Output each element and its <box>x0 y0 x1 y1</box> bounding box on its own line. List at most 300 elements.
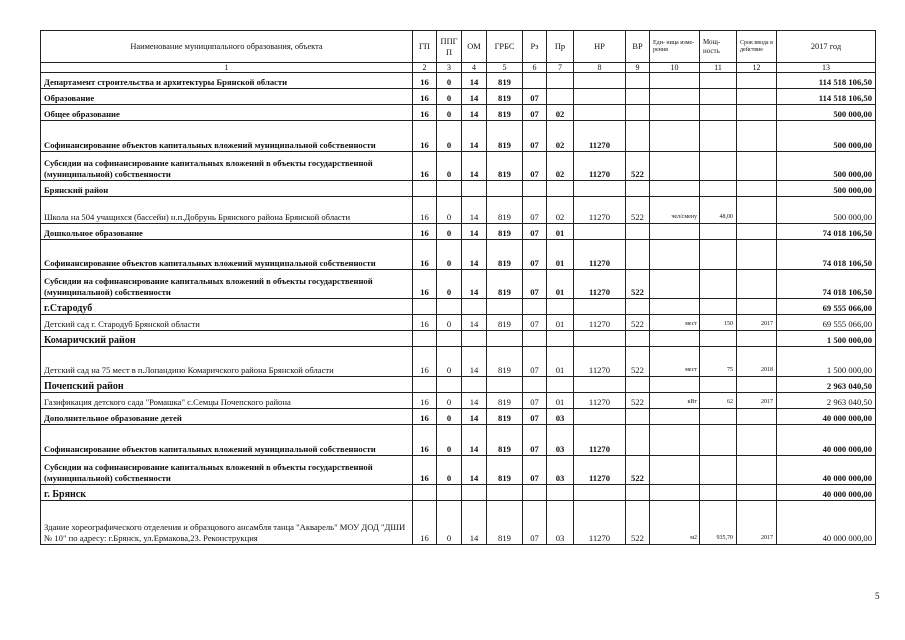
cell-unit <box>650 299 700 315</box>
cell-rz: 07 <box>523 224 547 240</box>
column-number: 12 <box>737 63 777 73</box>
cell-pr <box>547 89 574 105</box>
cell-rz <box>523 299 547 315</box>
cell-om: 14 <box>462 197 487 224</box>
cell-pr <box>547 181 574 197</box>
cell-vr <box>626 224 650 240</box>
cell-name: Дошкольное образование <box>41 224 413 240</box>
cell-gp: 16 <box>413 73 437 89</box>
cell-power <box>700 181 737 197</box>
cell-grbs: 819 <box>487 197 523 224</box>
header-vr: ВР <box>626 31 650 63</box>
cell-gp: 16 <box>413 347 437 377</box>
cell-name: Почепский район <box>41 377 413 393</box>
cell-power <box>700 485 737 501</box>
cell-grbs: 819 <box>487 105 523 121</box>
column-number-row <box>41 63 876 73</box>
cell-ppgp <box>437 181 462 197</box>
cell-nr: 11270 <box>574 197 626 224</box>
cell-rz: 07 <box>523 315 547 331</box>
cell-term <box>737 409 777 425</box>
cell-term: 2018 <box>737 347 777 377</box>
cell-rz: 07 <box>523 197 547 224</box>
cell-name: Субсидии на софинансирование капитальных вложений в объекты государственной (муниципальной) собственности <box>41 270 413 299</box>
cell-amount: 1 500 000,00 <box>777 331 876 347</box>
cell-gp: 16 <box>413 501 437 545</box>
cell-pr: 03 <box>547 425 574 456</box>
cell-gp: 16 <box>413 152 437 181</box>
cell-power <box>700 409 737 425</box>
cell-nr: 11270 <box>574 393 626 409</box>
cell-term <box>737 121 777 152</box>
cell-unit: мест <box>650 315 700 331</box>
cell-nr <box>574 485 626 501</box>
cell-amount: 500 000,00 <box>777 105 876 121</box>
cell-power <box>700 299 737 315</box>
table-row <box>41 377 876 393</box>
cell-unit <box>650 485 700 501</box>
table-row <box>41 425 876 456</box>
cell-gp <box>413 377 437 393</box>
cell-vr <box>626 105 650 121</box>
cell-grbs: 819 <box>487 89 523 105</box>
cell-power <box>700 89 737 105</box>
cell-power <box>700 73 737 89</box>
cell-om: 14 <box>462 240 487 270</box>
cell-gp: 16 <box>413 197 437 224</box>
cell-om: 14 <box>462 89 487 105</box>
cell-ppgp <box>437 377 462 393</box>
cell-unit: кВт <box>650 393 700 409</box>
table-row <box>41 270 876 299</box>
cell-power <box>700 331 737 347</box>
column-number: 7 <box>547 63 574 73</box>
cell-grbs <box>487 485 523 501</box>
cell-power <box>700 240 737 270</box>
budget-table <box>40 30 876 545</box>
cell-pr <box>547 331 574 347</box>
cell-term <box>737 73 777 89</box>
cell-rz: 07 <box>523 456 547 485</box>
cell-rz: 07 <box>523 409 547 425</box>
cell-vr: 522 <box>626 270 650 299</box>
cell-rz: 07 <box>523 240 547 270</box>
cell-pr: 03 <box>547 409 574 425</box>
cell-ppgp: 0 <box>437 270 462 299</box>
table-row <box>41 501 876 545</box>
table-row <box>41 393 876 409</box>
cell-unit <box>650 105 700 121</box>
table-row <box>41 299 876 315</box>
table-row <box>41 240 876 270</box>
cell-grbs: 819 <box>487 425 523 456</box>
cell-gp: 16 <box>413 315 437 331</box>
cell-name: Субсидии на софинансирование капитальных вложений в объекты государственной (муниципальной) собственности <box>41 152 413 181</box>
cell-rz: 07 <box>523 152 547 181</box>
cell-amount: 74 018 106,50 <box>777 270 876 299</box>
cell-vr <box>626 73 650 89</box>
cell-rz: 07 <box>523 425 547 456</box>
column-number: 3 <box>437 63 462 73</box>
cell-grbs: 819 <box>487 347 523 377</box>
cell-unit <box>650 456 700 485</box>
cell-name: Департамент строительства и архитектуры Брянской области <box>41 73 413 89</box>
cell-name: Газификация детского сада "Ромашка" с.Семцы Почепского района <box>41 393 413 409</box>
cell-amount: 114 518 106,50 <box>777 89 876 105</box>
cell-unit <box>650 425 700 456</box>
header-om: ОМ <box>462 31 487 63</box>
cell-om <box>462 181 487 197</box>
cell-amount: 40 000 000,00 <box>777 485 876 501</box>
cell-name: Субсидии на софинансирование капитальных вложений в объекты государственной (муниципальной) собственности <box>41 456 413 485</box>
cell-om: 14 <box>462 315 487 331</box>
page-number: 5 <box>875 591 880 601</box>
column-number: 10 <box>650 63 700 73</box>
cell-vr <box>626 377 650 393</box>
cell-power <box>700 105 737 121</box>
cell-pr: 01 <box>547 224 574 240</box>
cell-power: 62 <box>700 393 737 409</box>
cell-gp: 16 <box>413 224 437 240</box>
cell-nr <box>574 331 626 347</box>
cell-nr: 11270 <box>574 270 626 299</box>
cell-amount: 500 000,00 <box>777 121 876 152</box>
cell-grbs: 819 <box>487 73 523 89</box>
cell-name: Комаричский район <box>41 331 413 347</box>
table-row <box>41 181 876 197</box>
cell-name: г. Брянск <box>41 485 413 501</box>
cell-unit <box>650 73 700 89</box>
cell-om: 14 <box>462 347 487 377</box>
cell-gp: 16 <box>413 409 437 425</box>
cell-ppgp: 0 <box>437 393 462 409</box>
cell-vr: 522 <box>626 315 650 331</box>
cell-om <box>462 377 487 393</box>
cell-nr <box>574 105 626 121</box>
cell-unit <box>650 240 700 270</box>
cell-amount: 2 963 040,50 <box>777 393 876 409</box>
cell-rz: 07 <box>523 121 547 152</box>
cell-term <box>737 105 777 121</box>
cell-pr: 01 <box>547 315 574 331</box>
cell-name: Общее образование <box>41 105 413 121</box>
cell-grbs: 819 <box>487 393 523 409</box>
cell-amount: 40 000 000,00 <box>777 409 876 425</box>
cell-grbs: 819 <box>487 240 523 270</box>
table-row <box>41 331 876 347</box>
column-number: 1 <box>41 63 413 73</box>
cell-nr <box>574 73 626 89</box>
cell-term <box>737 240 777 270</box>
cell-ppgp: 0 <box>437 425 462 456</box>
cell-om: 14 <box>462 270 487 299</box>
column-number: 6 <box>523 63 547 73</box>
header-pr: Пр <box>547 31 574 63</box>
cell-nr: 11270 <box>574 315 626 331</box>
cell-power <box>700 377 737 393</box>
cell-name: Брянский район <box>41 181 413 197</box>
header-grbs: ГРБС <box>487 31 523 63</box>
column-number: 13 <box>777 63 876 73</box>
cell-om: 14 <box>462 409 487 425</box>
cell-om: 14 <box>462 105 487 121</box>
table-row <box>41 409 876 425</box>
cell-rz: 07 <box>523 393 547 409</box>
header-term: Срок ввода в действие <box>737 31 777 63</box>
header-gp: ГП <box>413 31 437 63</box>
cell-name: Образование <box>41 89 413 105</box>
cell-amount: 40 000 000,00 <box>777 456 876 485</box>
table-row <box>41 224 876 240</box>
cell-grbs: 819 <box>487 315 523 331</box>
cell-name: Детский сад г. Стародуб Брянской области <box>41 315 413 331</box>
cell-unit: м2 <box>650 501 700 545</box>
cell-nr <box>574 181 626 197</box>
cell-term <box>737 152 777 181</box>
cell-grbs: 819 <box>487 152 523 181</box>
cell-grbs: 819 <box>487 270 523 299</box>
cell-nr: 11270 <box>574 240 626 270</box>
cell-rz <box>523 377 547 393</box>
cell-om: 14 <box>462 393 487 409</box>
cell-unit: мест <box>650 347 700 377</box>
cell-grbs: 819 <box>487 121 523 152</box>
cell-om <box>462 331 487 347</box>
cell-nr <box>574 409 626 425</box>
cell-vr: 522 <box>626 456 650 485</box>
cell-grbs <box>487 331 523 347</box>
cell-unit <box>650 152 700 181</box>
cell-pr: 03 <box>547 501 574 545</box>
cell-name: Софинансирование объектов капитальных вложений муниципальной собственности <box>41 240 413 270</box>
table-row <box>41 121 876 152</box>
cell-gp: 16 <box>413 121 437 152</box>
table-row <box>41 347 876 377</box>
table-row <box>41 89 876 105</box>
cell-name: Детский сад на 75 мест в п.Лопандино Комаричского района Брянской области <box>41 347 413 377</box>
header-name: Наименование муниципального образования, объекта <box>41 31 413 63</box>
cell-term: 2017 <box>737 315 777 331</box>
cell-vr <box>626 299 650 315</box>
cell-nr: 11270 <box>574 347 626 377</box>
cell-unit <box>650 409 700 425</box>
cell-om: 14 <box>462 121 487 152</box>
cell-nr: 11270 <box>574 121 626 152</box>
cell-pr: 01 <box>547 240 574 270</box>
cell-power: 75 <box>700 347 737 377</box>
cell-amount: 69 555 066,00 <box>777 315 876 331</box>
cell-unit <box>650 181 700 197</box>
cell-ppgp: 0 <box>437 224 462 240</box>
cell-unit <box>650 121 700 152</box>
cell-pr: 02 <box>547 105 574 121</box>
cell-rz: 07 <box>523 89 547 105</box>
cell-term <box>737 377 777 393</box>
cell-amount: 114 518 106,50 <box>777 73 876 89</box>
cell-name: Софинансирование объектов капитальных вложений муниципальной собственности <box>41 425 413 456</box>
cell-vr: 522 <box>626 152 650 181</box>
cell-name: Школа на 504 учащихся (бассейн) н.п.Добрунь Брянского района Брянской области <box>41 197 413 224</box>
cell-power: 48,00 <box>700 197 737 224</box>
cell-nr: 11270 <box>574 425 626 456</box>
cell-pr: 02 <box>547 197 574 224</box>
header-nr: НР <box>574 31 626 63</box>
cell-name: Здание хореографического отделения и образцового ансамбля танца "Акварель" МОУ ДОД "ДШИ № 10" по адресу: г.Брянск, ул.Ермакова,23. Реконструкция <box>41 501 413 545</box>
cell-power <box>700 224 737 240</box>
table-row <box>41 456 876 485</box>
cell-om: 14 <box>462 456 487 485</box>
cell-vr <box>626 425 650 456</box>
cell-amount: 74 018 106,50 <box>777 240 876 270</box>
cell-om: 14 <box>462 501 487 545</box>
cell-term: 2017 <box>737 393 777 409</box>
cell-term <box>737 485 777 501</box>
column-number: 11 <box>700 63 737 73</box>
cell-power <box>700 270 737 299</box>
cell-gp: 16 <box>413 456 437 485</box>
cell-gp: 16 <box>413 270 437 299</box>
cell-power <box>700 121 737 152</box>
cell-rz <box>523 485 547 501</box>
cell-gp: 16 <box>413 425 437 456</box>
cell-rz: 07 <box>523 270 547 299</box>
cell-ppgp <box>437 331 462 347</box>
cell-amount: 500 000,00 <box>777 197 876 224</box>
cell-pr <box>547 377 574 393</box>
cell-unit: чел/смену <box>650 197 700 224</box>
cell-power: 935,70 <box>700 501 737 545</box>
cell-term <box>737 197 777 224</box>
cell-nr <box>574 224 626 240</box>
cell-gp: 16 <box>413 105 437 121</box>
cell-vr <box>626 485 650 501</box>
cell-grbs: 819 <box>487 409 523 425</box>
header-power: Мощ- ность <box>700 31 737 63</box>
cell-pr <box>547 485 574 501</box>
cell-term <box>737 89 777 105</box>
cell-nr: 11270 <box>574 152 626 181</box>
column-number: 9 <box>626 63 650 73</box>
cell-vr <box>626 181 650 197</box>
cell-amount: 40 000 000,00 <box>777 425 876 456</box>
cell-rz: 07 <box>523 347 547 377</box>
cell-unit <box>650 331 700 347</box>
cell-grbs: 819 <box>487 224 523 240</box>
cell-unit <box>650 89 700 105</box>
cell-nr <box>574 299 626 315</box>
cell-om: 14 <box>462 224 487 240</box>
column-number: 2 <box>413 63 437 73</box>
cell-ppgp: 0 <box>437 152 462 181</box>
cell-ppgp <box>437 485 462 501</box>
cell-pr <box>547 73 574 89</box>
header-unit: Еди- ница изме- рения <box>650 31 700 63</box>
cell-om: 14 <box>462 425 487 456</box>
cell-grbs <box>487 181 523 197</box>
cell-pr: 01 <box>547 393 574 409</box>
cell-term <box>737 299 777 315</box>
cell-pr: 01 <box>547 347 574 377</box>
cell-om: 14 <box>462 152 487 181</box>
cell-pr: 02 <box>547 152 574 181</box>
cell-term <box>737 425 777 456</box>
cell-grbs <box>487 299 523 315</box>
table-row <box>41 105 876 121</box>
cell-vr <box>626 240 650 270</box>
cell-vr <box>626 121 650 152</box>
header-year: 2017 год <box>777 31 876 63</box>
cell-gp: 16 <box>413 89 437 105</box>
cell-pr: 03 <box>547 456 574 485</box>
cell-pr: 02 <box>547 121 574 152</box>
cell-vr <box>626 89 650 105</box>
cell-term <box>737 224 777 240</box>
cell-name: г.Стародуб <box>41 299 413 315</box>
cell-gp <box>413 181 437 197</box>
cell-ppgp: 0 <box>437 347 462 377</box>
cell-vr: 522 <box>626 501 650 545</box>
cell-vr: 522 <box>626 393 650 409</box>
cell-power: 150 <box>700 315 737 331</box>
cell-gp: 16 <box>413 393 437 409</box>
cell-om <box>462 299 487 315</box>
cell-ppgp: 0 <box>437 501 462 545</box>
header-rz: Рз <box>523 31 547 63</box>
cell-term <box>737 331 777 347</box>
cell-ppgp: 0 <box>437 315 462 331</box>
cell-amount: 500 000,00 <box>777 152 876 181</box>
cell-ppgp: 0 <box>437 240 462 270</box>
cell-om: 14 <box>462 73 487 89</box>
cell-ppgp <box>437 299 462 315</box>
cell-vr <box>626 331 650 347</box>
cell-nr: 11270 <box>574 501 626 545</box>
table-body <box>41 73 876 545</box>
cell-nr <box>574 89 626 105</box>
cell-om <box>462 485 487 501</box>
cell-ppgp: 0 <box>437 105 462 121</box>
cell-vr: 522 <box>626 197 650 224</box>
cell-term <box>737 270 777 299</box>
cell-grbs <box>487 377 523 393</box>
cell-ppgp: 0 <box>437 409 462 425</box>
table-row <box>41 73 876 89</box>
cell-term <box>737 456 777 485</box>
cell-gp <box>413 485 437 501</box>
cell-nr <box>574 377 626 393</box>
cell-nr: 11270 <box>574 456 626 485</box>
cell-ppgp: 0 <box>437 121 462 152</box>
table-row <box>41 315 876 331</box>
cell-power <box>700 456 737 485</box>
budget-table-sheet <box>40 30 875 545</box>
column-number: 5 <box>487 63 523 73</box>
column-number: 8 <box>574 63 626 73</box>
cell-gp <box>413 331 437 347</box>
cell-gp: 16 <box>413 240 437 270</box>
header-ppgp: ППГП <box>437 31 462 63</box>
cell-grbs: 819 <box>487 501 523 545</box>
cell-amount: 2 963 040,50 <box>777 377 876 393</box>
cell-grbs: 819 <box>487 456 523 485</box>
cell-amount: 69 555 066,00 <box>777 299 876 315</box>
header-row <box>41 31 876 63</box>
cell-unit <box>650 270 700 299</box>
cell-rz: 07 <box>523 501 547 545</box>
cell-term: 2017 <box>737 501 777 545</box>
cell-amount: 74 018 106,50 <box>777 224 876 240</box>
cell-pr: 01 <box>547 270 574 299</box>
